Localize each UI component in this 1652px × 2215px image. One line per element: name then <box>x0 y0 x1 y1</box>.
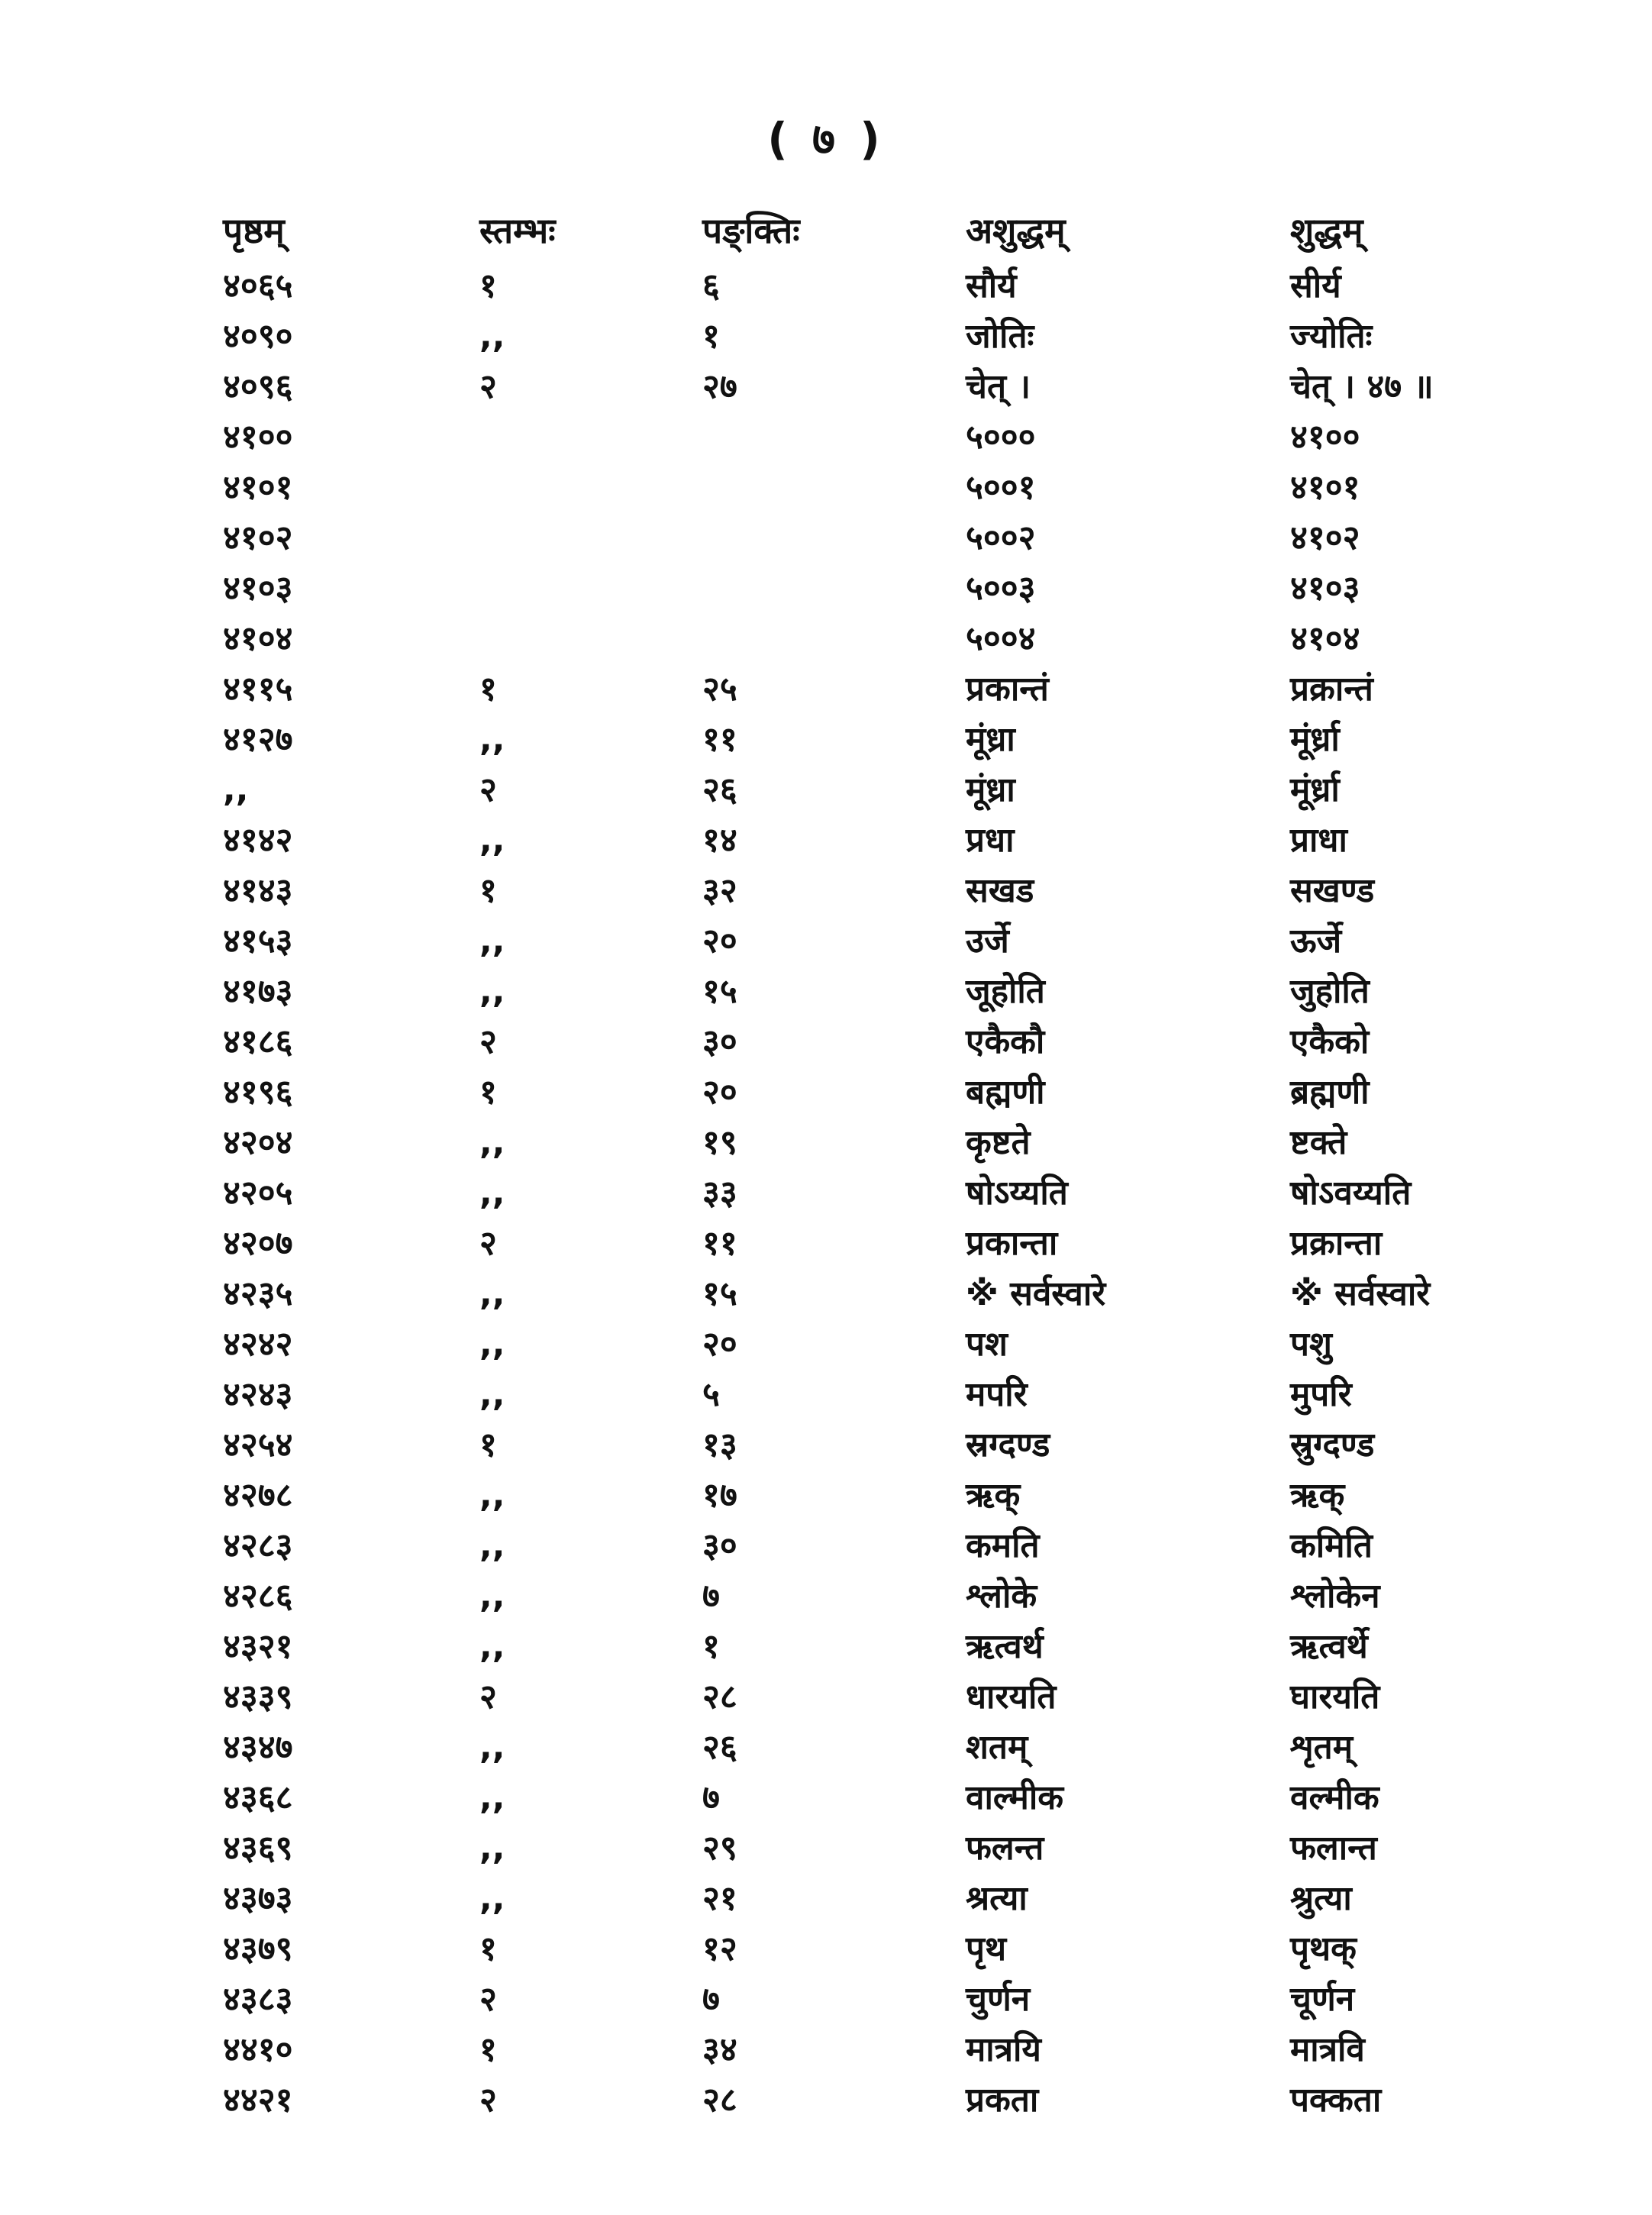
correct-cell: प्रक्रान्ता <box>1290 1224 1383 1263</box>
page-cell: ४१५३ <box>223 922 293 961</box>
line-cell: २७ <box>702 367 737 406</box>
column-cell: ,, <box>479 317 505 356</box>
page-cell: ४४१० <box>223 2030 293 2069</box>
incorrect-cell: वाल्मीक <box>966 1778 1064 1817</box>
table-row <box>0 563 1652 614</box>
incorrect-cell: मात्रयि <box>966 2030 1041 2069</box>
column-cell: १ <box>479 266 497 305</box>
incorrect-cell: जूहोति <box>966 972 1045 1011</box>
table-row <box>0 1118 1652 1168</box>
page-cell: ४४२१ <box>223 2081 293 2120</box>
page-cell: ४२३५ <box>223 1274 293 1313</box>
page-cell: ४२७८ <box>223 1476 293 1515</box>
correct-cell: ऊर्जे <box>1290 922 1342 961</box>
correct-cell: ष्टक्ते <box>1290 1123 1347 1162</box>
incorrect-cell: पृथ <box>966 1929 1007 1968</box>
incorrect-cell: ५००१ <box>966 468 1036 507</box>
correct-cell: पक्कता <box>1290 2081 1382 2120</box>
column-cell: ,, <box>479 1325 505 1364</box>
column-cell: २ <box>479 2081 497 2120</box>
column-cell: ,, <box>479 1728 505 1767</box>
correct-cell: ब्रह्मणी <box>1290 1073 1370 1112</box>
incorrect-cell: प्रधा <box>966 821 1015 860</box>
table-row <box>0 362 1652 412</box>
page-cell: ४३३९ <box>223 1677 293 1716</box>
correct-cell: प्रक्रान्तं <box>1290 670 1373 709</box>
line-cell: १ <box>702 317 720 356</box>
correct-cell: मूंर्ध्रा <box>1290 770 1340 809</box>
incorrect-cell: फलन्त <box>966 1829 1044 1868</box>
page-cell: ४१९६ <box>223 1073 293 1112</box>
table-row <box>0 866 1652 916</box>
column-cell: २ <box>479 1022 497 1061</box>
line-cell: २५ <box>702 670 737 709</box>
table-row <box>0 1269 1652 1319</box>
page-cell: ४१०१ <box>223 468 293 507</box>
line-cell: २६ <box>702 770 737 809</box>
incorrect-cell: जोतिः <box>966 317 1034 356</box>
correct-cell: कमिति <box>1290 1526 1373 1565</box>
column-cell: ,, <box>479 1526 505 1565</box>
column-cell: २ <box>479 770 497 809</box>
page-cell: ४१७३ <box>223 972 293 1011</box>
line-cell: ११ <box>702 720 737 759</box>
line-cell: १९ <box>702 1123 737 1162</box>
correct-cell: ※ सर्वस्वारे <box>1290 1274 1431 1313</box>
correct-cell: ऋत्वर्थे <box>1290 1627 1368 1666</box>
page-cell: ४१०४ <box>223 619 293 658</box>
incorrect-cell: षोऽय्यति <box>966 1174 1068 1212</box>
incorrect-cell: प्रकता <box>966 2081 1039 2120</box>
line-cell: २० <box>702 1325 737 1364</box>
table-row <box>0 1723 1652 1773</box>
incorrect-cell: प्रकान्ता <box>966 1224 1058 1263</box>
page-cell: ४३७९ <box>223 1929 293 1968</box>
table-row <box>0 463 1652 513</box>
incorrect-cell: शतम् <box>966 1728 1028 1767</box>
incorrect-cell: चेत् । <box>966 367 1031 406</box>
correct-cell: चेत् । ४७ ॥ <box>1290 367 1434 406</box>
line-cell: ५ <box>702 1375 720 1414</box>
table-row <box>0 664 1652 715</box>
correct-cell: घारयति <box>1290 1677 1380 1716</box>
column-cell: ,, <box>479 1829 505 1868</box>
page-cell: ४०९० <box>223 317 293 356</box>
page-cell: ४१४३ <box>223 871 293 910</box>
correct-cell: ४१०३ <box>1290 569 1360 608</box>
table-row <box>0 1672 1652 1723</box>
page-cell: ४११५ <box>223 670 293 709</box>
line-cell: २८ <box>702 1677 737 1716</box>
incorrect-cell: बह्मणी <box>966 1073 1045 1112</box>
header-correct: शुद्धम् <box>1290 210 1363 251</box>
correct-cell: ४१०० <box>1290 418 1360 457</box>
correct-cell: फलान्त <box>1290 1829 1377 1868</box>
line-cell: ७ <box>702 1577 720 1616</box>
column-cell: ,, <box>479 1627 505 1666</box>
line-cell: २९ <box>702 1829 737 1868</box>
table-row <box>0 1622 1652 1672</box>
line-cell: १७ <box>702 1476 737 1515</box>
line-cell: २८ <box>702 2081 737 2120</box>
line-cell: ३३ <box>702 1174 737 1212</box>
column-cell: ,, <box>479 1274 505 1313</box>
page-cell: ४२०५ <box>223 1174 293 1212</box>
column-cell: १ <box>479 1073 497 1112</box>
column-cell: १ <box>479 1426 497 1464</box>
column-cell: ,, <box>479 1879 505 1918</box>
column-cell: ,, <box>479 720 505 759</box>
page-cell: ४३४७ <box>223 1728 293 1767</box>
incorrect-cell: एकैकौ <box>966 1022 1045 1061</box>
correct-cell: सखण्ड <box>1290 871 1375 910</box>
incorrect-cell: पश <box>966 1325 1008 1364</box>
incorrect-cell: ५००२ <box>966 518 1036 557</box>
line-cell: १४ <box>702 821 737 860</box>
correct-cell: ४१०४ <box>1290 619 1360 658</box>
table-row <box>0 1067 1652 1118</box>
column-cell: २ <box>479 1980 497 2019</box>
correct-cell: मात्रवि <box>1290 2030 1365 2069</box>
incorrect-cell: कमति <box>966 1526 1040 1565</box>
header-incorrect: अशुद्धम् <box>966 210 1066 251</box>
line-cell: २१ <box>702 1879 737 1918</box>
line-cell: १५ <box>702 972 737 1011</box>
correct-cell: षोऽवय्यति <box>1290 1174 1412 1212</box>
incorrect-cell: प्रकान्तं <box>966 670 1049 709</box>
table-row <box>0 1521 1652 1571</box>
line-cell: ६ <box>702 266 720 305</box>
correct-cell: पृथक् <box>1290 1929 1357 1968</box>
page-cell: ४३६९ <box>223 1829 293 1868</box>
page-cell: ४१८६ <box>223 1022 293 1061</box>
line-cell: १३ <box>702 1426 737 1464</box>
table-row <box>0 1420 1652 1471</box>
line-cell: २६ <box>702 1728 737 1767</box>
correct-cell: स्रुग्दण्ड <box>1290 1426 1375 1464</box>
incorrect-cell: ५००४ <box>966 619 1036 658</box>
page-cell: ४१४२ <box>223 821 293 860</box>
correct-cell: शृतम् <box>1290 1728 1354 1767</box>
table-body <box>0 261 1652 2126</box>
page-cell: ४२८६ <box>223 1577 293 1616</box>
page-cell: ४१०३ <box>223 569 293 608</box>
page-number: ( ७ ) <box>767 113 885 165</box>
incorrect-cell: सखड <box>966 871 1034 910</box>
page-cell: ४२०७ <box>223 1224 293 1263</box>
page-cell: ४२५४ <box>223 1426 293 1464</box>
column-cell: ,, <box>479 1778 505 1817</box>
incorrect-cell: मूंध्रा <box>966 770 1015 809</box>
column-cell: ,, <box>479 1123 505 1162</box>
column-cell: ,, <box>479 972 505 1011</box>
incorrect-cell: ५००० <box>966 418 1036 457</box>
incorrect-cell: चुर्णन <box>966 1980 1031 2019</box>
column-cell: ,, <box>479 1375 505 1414</box>
header-column: स्तम्भः <box>479 210 556 251</box>
correct-cell: श्लोकेन <box>1290 1577 1380 1616</box>
errata-table <box>0 200 1652 2126</box>
table-row <box>0 715 1652 765</box>
line-cell: २० <box>702 922 737 961</box>
column-cell: ,, <box>479 1476 505 1515</box>
line-cell: ७ <box>702 1778 720 1817</box>
line-cell: ३४ <box>702 2030 737 2069</box>
page-cell: ४२४३ <box>223 1375 293 1414</box>
line-cell: ३२ <box>702 871 737 910</box>
table-row <box>0 1571 1652 1622</box>
page-cell: ४२८३ <box>223 1526 293 1565</box>
column-cell: २ <box>479 367 497 406</box>
line-cell: ७ <box>702 1980 720 2019</box>
table-row <box>0 513 1652 563</box>
table-row <box>0 1319 1652 1370</box>
correct-cell: ४१०२ <box>1290 518 1360 557</box>
table-row <box>0 916 1652 967</box>
page-cell: ४१०२ <box>223 518 293 557</box>
table-row <box>0 1773 1652 1823</box>
incorrect-cell: स्रग्दण्ड <box>966 1426 1050 1464</box>
table-row <box>0 1219 1652 1269</box>
column-cell: १ <box>479 2030 497 2069</box>
incorrect-cell: मूंध्रा <box>966 720 1015 759</box>
table-row <box>0 1168 1652 1219</box>
header-page: पृष्ठम् <box>223 210 285 251</box>
column-cell: २ <box>479 1224 497 1263</box>
incorrect-cell: धारयति <box>966 1677 1057 1716</box>
line-cell: ३० <box>702 1022 737 1061</box>
correct-cell: वल्मीक <box>1290 1778 1379 1817</box>
table-row <box>0 2025 1652 2075</box>
page-cell: ४१०० <box>223 418 293 457</box>
correct-cell: पशु <box>1290 1325 1332 1364</box>
column-cell: १ <box>479 1929 497 1968</box>
correct-cell: ज्योतिः <box>1290 317 1373 356</box>
table-row <box>0 967 1652 1017</box>
table-row <box>0 1017 1652 1067</box>
line-cell: ११ <box>702 1224 737 1263</box>
table-row <box>0 815 1652 866</box>
correct-cell: ऋक् <box>1290 1476 1345 1515</box>
page-cell: ४३८३ <box>223 1980 293 2019</box>
incorrect-cell: ५००३ <box>966 569 1036 608</box>
incorrect-cell: सौर्य <box>966 266 1017 305</box>
correct-cell: जुहोति <box>1290 972 1370 1011</box>
page-cell: ४२४२ <box>223 1325 293 1364</box>
incorrect-cell: श्लोके <box>966 1577 1037 1616</box>
correct-cell: मुपरि <box>1290 1375 1352 1414</box>
incorrect-cell: ※ सर्वस्वारे <box>966 1274 1106 1313</box>
page-cell: ,, <box>223 770 249 809</box>
incorrect-cell: उर्जे <box>966 922 1009 961</box>
incorrect-cell: श्रत्या <box>966 1879 1028 1918</box>
incorrect-cell: कृष्टते <box>966 1123 1031 1162</box>
correct-cell: सीर्य <box>1290 266 1341 305</box>
table-row <box>0 261 1652 312</box>
table-row <box>0 1370 1652 1420</box>
column-cell: २ <box>479 1677 497 1716</box>
table-row <box>0 765 1652 815</box>
table-row <box>0 1924 1652 1974</box>
table-row <box>0 1823 1652 1874</box>
page-cell: ४१२७ <box>223 720 293 759</box>
correct-cell: प्राधा <box>1290 821 1347 860</box>
column-cell: १ <box>479 871 497 910</box>
page-cell: ४३६८ <box>223 1778 293 1817</box>
line-cell: ३० <box>702 1526 737 1565</box>
page-cell: ४०९६ <box>223 367 293 406</box>
table-row <box>0 2075 1652 2126</box>
table-row <box>0 1471 1652 1521</box>
column-cell: १ <box>479 670 497 709</box>
table-row <box>0 412 1652 463</box>
page-cell: ४२०४ <box>223 1123 293 1162</box>
correct-cell: एकैको <box>1290 1022 1370 1061</box>
line-cell: १२ <box>702 1929 737 1968</box>
incorrect-cell: मपरि <box>966 1375 1028 1414</box>
column-cell: ,, <box>479 821 505 860</box>
incorrect-cell: ऋत्वर्थ <box>966 1627 1044 1666</box>
page-cell: ४०६५ <box>223 266 293 305</box>
incorrect-cell: ऋक् <box>966 1476 1021 1515</box>
line-cell: १५ <box>702 1274 737 1313</box>
correct-cell: चूर्णन <box>1290 1980 1355 2019</box>
column-cell: ,, <box>479 1577 505 1616</box>
correct-cell: ४१०१ <box>1290 468 1360 507</box>
table-row <box>0 312 1652 362</box>
correct-cell: मूंर्ध्रा <box>1290 720 1340 759</box>
table-header <box>0 200 1652 261</box>
line-cell: २० <box>702 1073 737 1112</box>
page-cell: ४३२१ <box>223 1627 293 1666</box>
column-cell: ,, <box>479 1174 505 1212</box>
page-cell: ४३७३ <box>223 1879 293 1918</box>
column-cell: ,, <box>479 922 505 961</box>
table-row <box>0 1974 1652 2025</box>
header-line: पङ्क्तिः <box>702 210 800 251</box>
table-row <box>0 614 1652 664</box>
table-row <box>0 1874 1652 1924</box>
correct-cell: श्रुत्या <box>1290 1879 1352 1918</box>
line-cell: १ <box>702 1627 720 1666</box>
